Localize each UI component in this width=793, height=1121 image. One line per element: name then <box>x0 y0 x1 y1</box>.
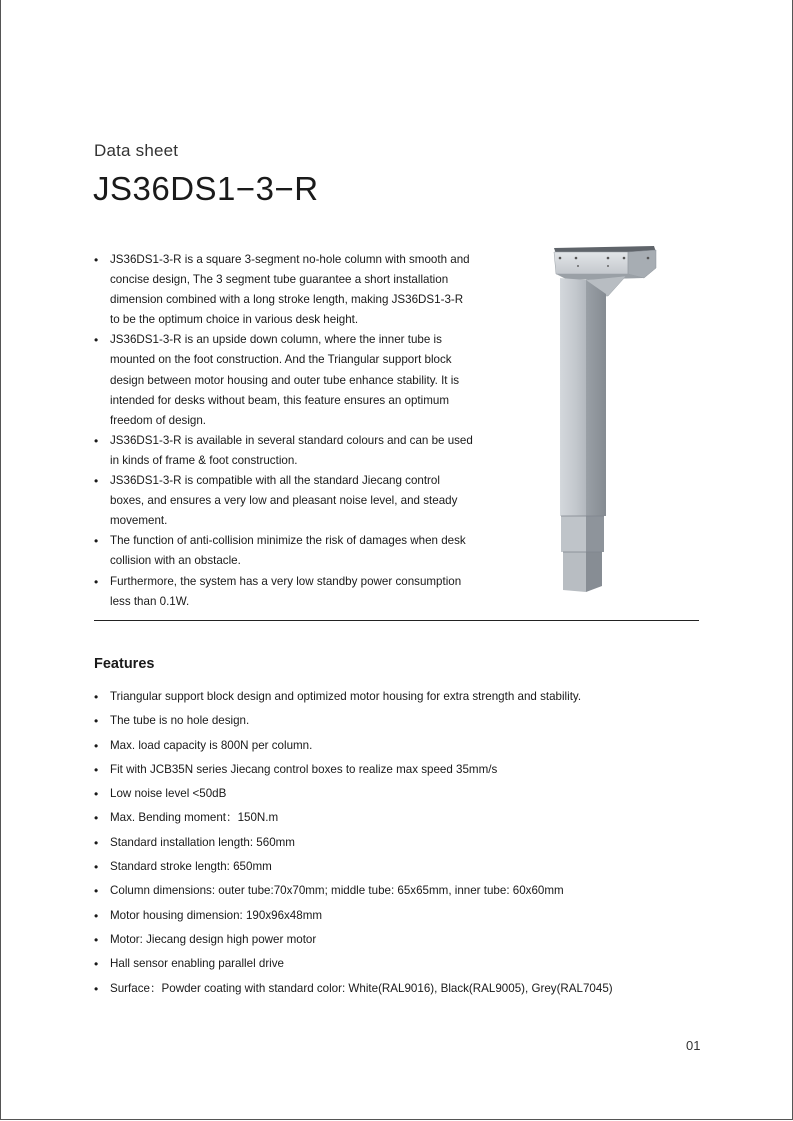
product-column-image <box>548 244 660 596</box>
feature-item: • Fit with JCB35N series Jiecang control boxes to realize max speed 35mm/s <box>94 760 714 784</box>
feature-item: • Column dimensions: outer tube:70x70mm; middle tube: 65x65mm, inner tube: 60x60mm <box>94 881 714 905</box>
feature-item: • Standard stroke length: 650mm <box>94 857 714 881</box>
feature-item: • Motor housing dimension: 190x96x48mm <box>94 906 714 930</box>
feature-item: • Max. Bending moment：150N.m <box>94 808 714 832</box>
feature-item: • The tube is no hole design. <box>94 711 714 735</box>
intro-item: • Furthermore, the system has a very low standby power consumption less than 0.1W. <box>94 572 474 612</box>
features-list <box>94 687 714 1003</box>
feature-item: • Max. load capacity is 800N per column. <box>94 736 714 760</box>
section-divider <box>94 620 699 621</box>
page-number: 01 <box>686 1038 701 1053</box>
feature-item: • Hall sensor enabling parallel drive <box>94 954 714 978</box>
intro-item: • JS36DS1-3-R is a square 3-segment no-hole column with smooth and concise design, The 3 segment tube guarantee a short installation dimension combined with a long stroke length, making JS36DS1-3-R to be the optimum choice in various desk height. <box>94 250 474 330</box>
intro-item: • JS36DS1-3-R is compatible with all the standard Jiecang control boxes, and ensures a very low and pleasant noise level, and steady movement. <box>94 471 474 531</box>
feature-item: • Triangular support block design and optimized motor housing for extra strength and stability. <box>94 687 714 711</box>
intro-item: • JS36DS1-3-R is an upside down column, where the inner tube is mounted on the foot construction. And the Triangular support block design between motor housing and outer tube enhance stability. It is intended for desks without beam, this feature ensures an optimum freedom of design. <box>94 330 474 430</box>
page-title: JS36DS1−3−R <box>93 170 319 207</box>
intro-item: • The function of anti-collision minimize the risk of damages when desk collision with an obstacle. <box>94 531 474 571</box>
features-heading: Features <box>94 656 155 672</box>
feature-item: • Low noise level <50dB <box>94 784 714 808</box>
doc-subtitle: Data sheet <box>94 141 179 160</box>
feature-item: • Motor: Jiecang design high power motor <box>94 930 714 954</box>
feature-item: • Standard installation length: 560mm <box>94 833 714 857</box>
intro-item: • JS36DS1-3-R is available in several standard colours and can be used in kinds of frame & foot construction. <box>94 431 474 471</box>
intro-list <box>94 250 474 612</box>
feature-item: • Surface：Powder coating with standard color: White(RAL9016), Black(RAL9005), Grey(RAL7045) <box>94 979 714 1003</box>
